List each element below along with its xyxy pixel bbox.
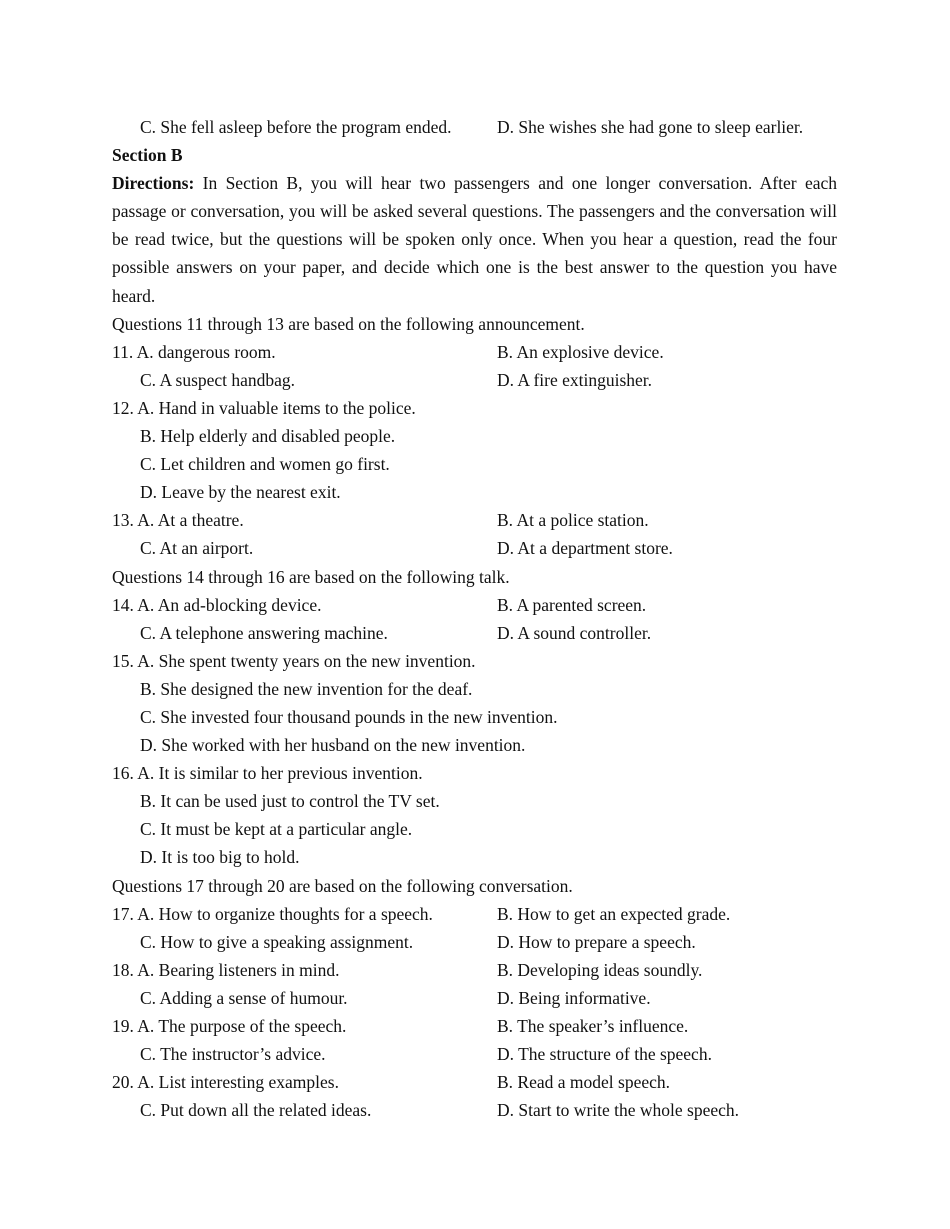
- question-11-option-b: B. An explosive device.: [497, 341, 664, 362]
- question-19-option-b: B. The speaker’s influence.: [497, 1016, 689, 1036]
- question-11-option-a: 11. A. dangerous room.: [112, 341, 276, 362]
- question-12-option-d: D. Leave by the nearest exit.: [140, 482, 341, 503]
- document-page: [112, 113, 837, 1124]
- question-17-option-c: C. How to give a speaking assignment.: [140, 931, 414, 952]
- option-d: D. She wishes she had gone to sleep earlier.: [497, 117, 804, 137]
- question-17-row-1: [112, 900, 837, 928]
- question-16-option-b: B. It can be used just to control the TV set.: [140, 791, 440, 812]
- question-20-option-a: 20. A. List interesting examples.: [112, 1072, 339, 1093]
- question-11-option-c: C. A suspect handbag.: [140, 369, 296, 390]
- question-15-option-b: B. She designed the new invention for the deaf.: [140, 678, 473, 699]
- question-20-option-d: D. Start to write the whole speech.: [497, 1100, 740, 1121]
- question-16-option-d: D. It is too big to hold.: [140, 847, 300, 868]
- question-19-row-1: [112, 1012, 837, 1040]
- question-14-row-1: [112, 591, 837, 619]
- question-16-option-a: 16. A. It is similar to her previous invention.: [112, 763, 423, 784]
- option-c: C. She fell asleep before the program ended.: [140, 117, 452, 137]
- group-intro: Questions 11 through 13 are based on the following announcement.: [112, 313, 585, 334]
- question-17-row-2: [112, 928, 837, 956]
- question-20-option-b: B. Read a model speech.: [497, 1072, 671, 1093]
- group-intro: Questions 14 through 16 are based on the following talk.: [112, 566, 510, 587]
- question-19-option-a: 19. A. The purpose of the speech.: [112, 1016, 347, 1036]
- question-18-option-a: 18. A. Bearing listeners in mind.: [112, 959, 340, 980]
- question-15-option-c: C. She invested four thousand pounds in the new invention.: [140, 706, 558, 727]
- question-19-option-c: C. The instructor’s advice.: [140, 1044, 326, 1065]
- group-intro: Questions 17 through 20 are based on the following conversation.: [112, 875, 573, 896]
- question-19-option-d: D. The structure of the speech.: [497, 1044, 712, 1065]
- question-14-option-d: D. A sound controller.: [497, 622, 652, 643]
- question-14-option-b: B. A parented screen.: [497, 594, 647, 615]
- question-17-option-b: B. How to get an expected grade.: [497, 903, 731, 924]
- question-18-option-b: B. Developing ideas soundly.: [497, 959, 703, 980]
- directions-text: In Section B, you will hear two passengers and one longer conversation. After each passage or conversation, you will be asked several questions. The passengers and the conversation will be read twice, but the questions will be spoken only once. When you hear a question, read the four possible answers on your paper, and decide which one is the best answer to the question you have heard.: [112, 173, 837, 306]
- question-13-option-c: C. At an airport.: [140, 538, 254, 559]
- question-13-option-b: B. At a police station.: [497, 510, 649, 531]
- question-13-option-d: D. At a department store.: [497, 538, 673, 559]
- question-18-option-c: C. Adding a sense of humour.: [140, 987, 348, 1008]
- question-19-row-2: [112, 1040, 837, 1068]
- question-13-option-a: 13. A. At a theatre.: [112, 510, 244, 531]
- question-11-row-1: [112, 338, 837, 366]
- question-13-row-2: [112, 534, 837, 562]
- section-title: Section B: [112, 145, 183, 166]
- question-13-row-1: [112, 506, 837, 534]
- question-18-row-1: [112, 956, 837, 984]
- question-15-option-a: 15. A. She spent twenty years on the new invention.: [112, 650, 476, 671]
- question-18-option-d: D. Being informative.: [497, 987, 651, 1008]
- question-16-option-c: C. It must be kept at a particular angle.: [140, 819, 413, 840]
- question-15-option-d: D. She worked with her husband on the new invention.: [140, 735, 526, 756]
- question-17-option-d: D. How to prepare a speech.: [497, 931, 696, 952]
- question-18-row-2: [112, 984, 837, 1012]
- question-14-row-2: [112, 619, 837, 647]
- question-12-option-b: B. Help elderly and disabled people.: [140, 426, 396, 447]
- question-20-option-c: C. Put down all the related ideas.: [140, 1100, 372, 1121]
- question-11-option-d: D. A fire extinguisher.: [497, 369, 653, 390]
- question-12-option-a: 12. A. Hand in valuable items to the police.: [112, 397, 416, 418]
- question-17-option-a: 17. A. How to organize thoughts for a speech.: [112, 903, 433, 924]
- question-11-row-2: [112, 366, 837, 394]
- question-20-row-2: [112, 1096, 837, 1124]
- question-14-option-c: C. A telephone answering machine.: [140, 622, 388, 643]
- question-14-option-a: 14. A. An ad-blocking device.: [112, 594, 322, 615]
- question-12-option-c: C. Let children and women go first.: [140, 454, 390, 475]
- option-row: [112, 113, 837, 141]
- question-20-row-1: [112, 1068, 837, 1096]
- directions-label: Directions:: [112, 173, 195, 194]
- directions-paragraph: [112, 169, 837, 309]
